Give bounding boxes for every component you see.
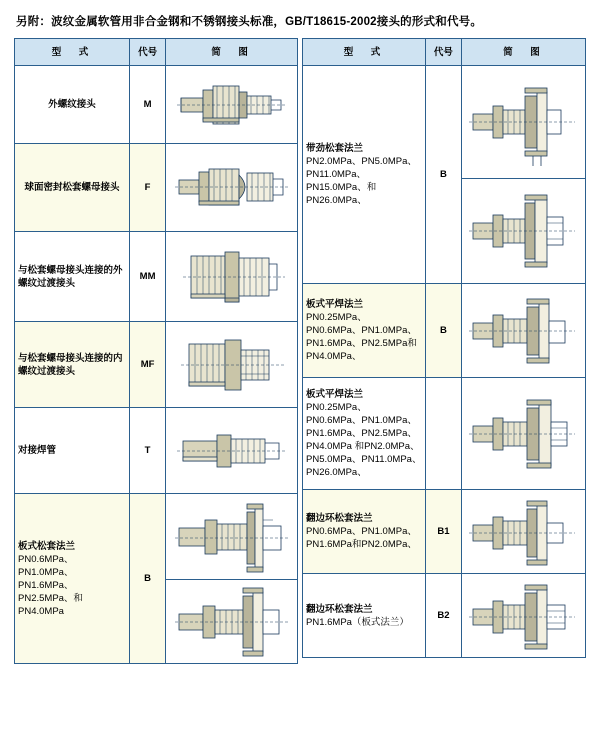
- code-cell: MM: [129, 232, 165, 322]
- figure-cell: [166, 322, 298, 408]
- table-row: [15, 322, 298, 408]
- code-cell: [425, 378, 461, 490]
- type-cell: [303, 574, 426, 658]
- type-cell: [15, 232, 130, 322]
- column-header-figure: 简 图: [461, 39, 585, 66]
- type-cell: [303, 284, 426, 378]
- figure-cell: [166, 66, 298, 144]
- code-cell: MF: [129, 322, 165, 408]
- type-cell: [15, 494, 130, 664]
- type-name: 板式平焊法兰: [306, 389, 364, 400]
- lapped-ring-flange-b-figure: [465, 579, 582, 653]
- plate-slip-on-flange-b-figure: [465, 386, 582, 482]
- type-sub: PN0.6MPa、PN1.0MPa、PN1.6MPa和PN2.0MPa、: [306, 526, 417, 550]
- table-row: [303, 378, 586, 490]
- type-name: 板式松套法兰: [18, 540, 76, 552]
- code-cell: B2: [425, 574, 461, 658]
- male-thread-adapter-figure: [169, 242, 294, 312]
- code-cell: B: [129, 494, 165, 664]
- ribbed-lap-flange-a-figure: [465, 74, 582, 170]
- table-row: [15, 144, 298, 232]
- code-cell: B: [425, 284, 461, 378]
- figure-cell: [166, 232, 298, 322]
- type-cell: [15, 144, 130, 232]
- type-name: 带劲松套法兰: [306, 143, 364, 154]
- male-thread-fitting-figure: [169, 74, 294, 136]
- type-cell: [15, 322, 130, 408]
- type-cell: [15, 408, 130, 494]
- type-sub: PN1.6MPa（板式法兰）: [306, 616, 409, 628]
- spherical-seal-union-nut-figure: [169, 155, 294, 221]
- column-header-figure: 简 图: [166, 39, 298, 66]
- tables-container: [14, 38, 586, 664]
- figure-cell: [461, 284, 585, 378]
- type-cell: [303, 66, 426, 284]
- figure-cell: [461, 66, 585, 179]
- type-cell: [303, 378, 426, 490]
- type-name: 翻边环松套法兰: [306, 513, 373, 524]
- butt-weld-pipe-figure: [169, 421, 294, 481]
- ribbed-lap-flange-b-figure: [465, 185, 582, 277]
- left-spec-table: [14, 38, 298, 664]
- page-title: 另附：波纹金属软管用非合金钢和不锈钢接头标准，GB/T18615-2002接头的形式和代号。: [16, 16, 483, 28]
- plate-lap-joint-flange-a-figure: [169, 498, 294, 576]
- type-name: 与松套螺母接头连接的内螺纹过渡接头: [18, 352, 123, 377]
- right-table-body: [303, 66, 586, 658]
- left-table-head: [15, 39, 298, 66]
- type-name: 对接焊管: [18, 445, 57, 456]
- table-row: [303, 490, 586, 574]
- plate-slip-on-flange-a-figure: [465, 289, 582, 373]
- column-header-code: 代号: [425, 39, 461, 66]
- right-table-head: [303, 39, 586, 66]
- left-table-body: [15, 66, 298, 664]
- type-name: 板式平焊法兰: [306, 299, 364, 310]
- type-sub: PN0.25MPa、PN0.6MPa、PN1.0MPa、PN1.6MPa、PN2.5MPa和PN4.0MPa、: [306, 312, 417, 362]
- plate-lap-joint-flange-b-figure: [169, 584, 294, 660]
- code-cell: B1: [425, 490, 461, 574]
- column-header-type: 型 式: [303, 39, 426, 66]
- table-row: [15, 66, 298, 144]
- table-row: [303, 574, 586, 658]
- type-name: 外螺纹接头: [48, 99, 96, 110]
- figure-cell: [461, 378, 585, 490]
- figure-cell: [166, 408, 298, 494]
- table-row: [303, 284, 586, 378]
- type-name: 球面密封松套螺母接头: [24, 182, 120, 193]
- code-cell: F: [129, 144, 165, 232]
- column-header-type: 型 式: [15, 39, 130, 66]
- table-row: [15, 494, 298, 580]
- column-header-code: 代号: [129, 39, 165, 66]
- type-name: 与松套螺母接头连接的外螺纹过渡接头: [18, 264, 123, 289]
- figure-cell: [461, 574, 585, 658]
- type-sub: PN2.0MPa、PN5.0MPa、PN11.0MPa、PN15.0MPa、和PN26.0MPa、: [306, 156, 417, 206]
- code-cell: T: [129, 408, 165, 494]
- type-cell: [15, 66, 130, 144]
- figure-cell: [166, 144, 298, 232]
- type-name: 翻边环松套法兰: [306, 603, 373, 615]
- type-cell: [303, 490, 426, 574]
- table-row: [303, 66, 586, 179]
- type-sub: PN0.6MPa、PN1.0MPa、PN1.6MPa、PN2.5MPa、和PN4.0MPa: [18, 553, 83, 617]
- code-cell: M: [129, 66, 165, 144]
- code-cell: B: [425, 66, 461, 284]
- figure-cell: [461, 490, 585, 574]
- figure-cell: [461, 179, 585, 284]
- right-spec-table: [302, 38, 586, 658]
- figure-cell: [166, 580, 298, 664]
- female-thread-adapter-figure: [169, 332, 294, 398]
- type-sub: PN0.25MPa、PN0.6MPa、PN1.0MPa、PN1.6MPa、PN2.5MPa、PN4.0MPa 和PN2.0MPa、PN5.0MPa、PN11.0MPa、PN26.0MPa、: [306, 402, 422, 478]
- table-row: [15, 232, 298, 322]
- table-header-row: [15, 39, 298, 66]
- table-header-row: [303, 39, 586, 66]
- lapped-ring-flange-a-figure: [465, 495, 582, 569]
- figure-cell: [166, 494, 298, 580]
- table-row: [15, 408, 298, 494]
